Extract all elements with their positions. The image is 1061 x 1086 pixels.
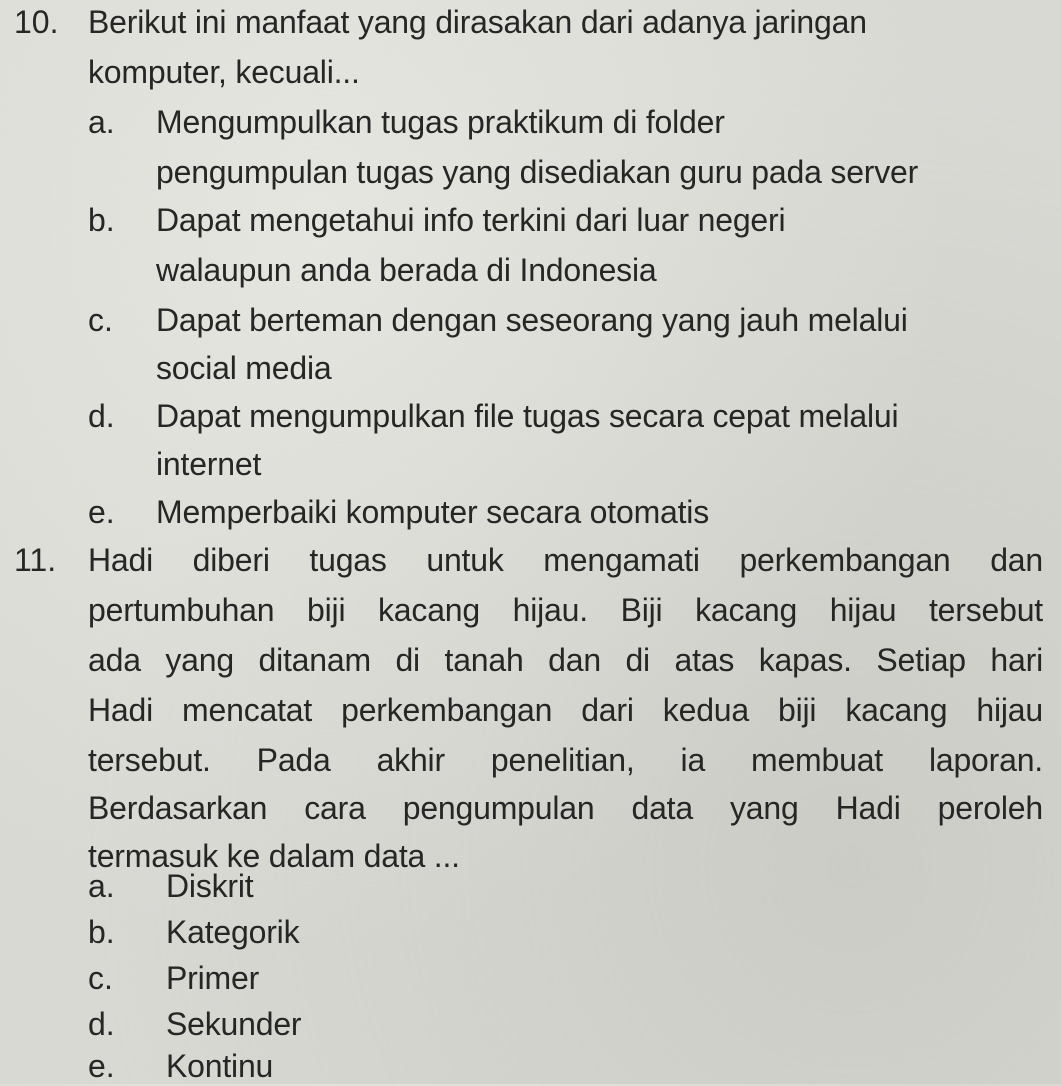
option-letter: d. — [88, 1006, 115, 1042]
option-letter: d. — [88, 398, 115, 434]
question-stem-line: komputer, kecuali... — [88, 54, 360, 90]
question-stem-line: Berikut ini manfaat yang dirasakan dari adanya jaringan — [88, 4, 867, 40]
question-stem-line: tersebut. Pada akhir penelitian, ia membuat laporan. — [88, 742, 1043, 778]
question-stem-line: Hadi diberi tugas untuk mengamati perkembangan dan — [88, 542, 1043, 578]
question-stem-line: pertumbuhan biji kacang hijau. Biji kacang hijau tersebut — [88, 592, 1043, 628]
question-number: 10. — [14, 4, 59, 40]
option-text-line: Dapat mengetahui info terkini dari luar negeri — [156, 202, 786, 238]
option-text-line: Mengumpulkan tugas praktikum di folder — [156, 104, 725, 140]
option-letter: a. — [88, 868, 115, 904]
question-stem-line: termasuk ke dalam data ... — [88, 838, 460, 874]
option-text-line: Kategorik — [166, 914, 300, 950]
option-text-line: Primer — [166, 960, 260, 996]
option-letter: e. — [88, 1048, 115, 1084]
option-text-line: walaupun anda berada di Indonesia — [156, 252, 657, 288]
option-letter: c. — [88, 960, 113, 996]
option-text-line: Kontinu — [166, 1048, 274, 1084]
question-stem-line: ada yang ditanam di tanah dan di atas kapas. Setiap hari — [88, 642, 1043, 678]
option-text-line: Diskrit — [166, 868, 254, 904]
option-letter: e. — [88, 494, 115, 530]
option-letter: c. — [88, 302, 113, 338]
option-text-line: Dapat mengumpulkan file tugas secara cepat melalui — [156, 398, 899, 434]
question-stem-line: Berdasarkan cara pengumpulan data yang Hadi peroleh — [88, 790, 1043, 826]
option-letter: a. — [88, 104, 115, 140]
option-text-line: internet — [156, 446, 262, 482]
option-letter: b. — [88, 914, 115, 950]
option-text-line: social media — [156, 350, 332, 386]
question-stem-line: Hadi mencatat perkembangan dari kedua biji kacang hijau — [88, 692, 1043, 728]
option-text-line: Memperbaiki komputer secara otomatis — [156, 494, 710, 530]
option-letter: b. — [88, 202, 115, 238]
question-number: 11. — [14, 542, 57, 578]
option-text-line: pengumpulan tugas yang disediakan guru pada server — [156, 154, 919, 190]
option-text-line: Dapat berteman dengan seseorang yang jauh melalui — [156, 302, 908, 338]
option-text-line: Sekunder — [166, 1006, 302, 1042]
